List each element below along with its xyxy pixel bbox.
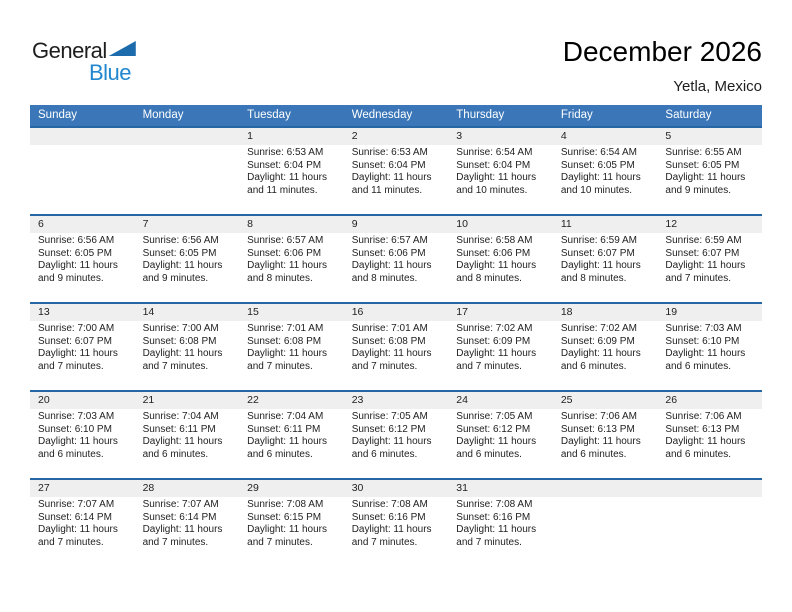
sunset-text: Sunset: 6:10 PM: [38, 423, 112, 435]
week-row: [30, 126, 762, 214]
sunrise-text: Sunrise: 6:54 AM: [456, 147, 533, 158]
sunrise-text: Sunrise: 7:08 AM: [456, 499, 533, 510]
day-number: 27: [30, 480, 135, 497]
sunset-text: Sunset: 6:04 PM: [351, 159, 426, 171]
day-number: 3: [448, 128, 553, 145]
sunset-text: Sunset: 6:05 PM: [560, 159, 635, 171]
sunset-text: Sunset: 6:09 PM: [560, 335, 635, 347]
day-details: [657, 233, 762, 285]
sunset-text: Sunset: 6:08 PM: [142, 335, 217, 347]
day-cell: [657, 392, 762, 478]
day-details: [448, 409, 553, 461]
sunrise-text: Sunrise: 7:08 AM: [351, 499, 428, 510]
day-cell: [135, 216, 240, 302]
empty-day-cell: [553, 480, 658, 566]
day-number: 15: [239, 304, 344, 321]
sunset-text: Sunset: 6:11 PM: [142, 423, 216, 435]
sunrise-text: Sunrise: 7:03 AM: [38, 411, 115, 422]
sunrise-text: Sunrise: 7:00 AM: [38, 323, 115, 334]
logo-text-general: General: [32, 38, 107, 63]
daylight-text: Daylight: 11 hours and 7 minutes.: [665, 260, 746, 284]
sunrise-text: Sunrise: 6:56 AM: [38, 235, 115, 246]
day-cell: [30, 216, 135, 302]
day-cell: [30, 304, 135, 390]
day-details: [30, 497, 135, 549]
weekday-header: Thursday: [456, 109, 505, 121]
day-number: 4: [553, 128, 658, 145]
sunset-text: Sunset: 6:04 PM: [247, 159, 322, 171]
day-cell: [239, 480, 344, 566]
weekday-header: Wednesday: [351, 109, 413, 121]
sunrise-text: Sunrise: 6:59 AM: [665, 235, 742, 246]
daylight-text: Daylight: 11 hours and 7 minutes.: [38, 348, 118, 372]
day-number: 17: [448, 304, 553, 321]
daylight-text: Daylight: 11 hours and 6 minutes.: [351, 436, 432, 460]
day-number: 20: [30, 392, 135, 409]
logo-triangle-icon: [109, 41, 136, 56]
day-cell: [553, 392, 658, 478]
daylight-text: Daylight: 11 hours and 7 minutes.: [142, 348, 223, 372]
daylight-text: Daylight: 11 hours and 8 minutes.: [560, 260, 641, 284]
day-details: [344, 497, 449, 549]
sunrise-text: Sunrise: 7:08 AM: [247, 499, 324, 510]
day-details: [448, 233, 553, 285]
day-cell: [657, 128, 762, 214]
day-details: [344, 233, 449, 285]
day-details: [30, 409, 135, 461]
sunrise-text: Sunrise: 6:53 AM: [351, 147, 428, 158]
day-cell: [135, 392, 240, 478]
sunset-text: Sunset: 6:06 PM: [247, 247, 322, 259]
sunrise-text: Sunrise: 6:57 AM: [351, 235, 428, 246]
sunset-text: Sunset: 6:07 PM: [560, 247, 635, 259]
day-details: [135, 321, 240, 373]
daylight-text: Daylight: 11 hours and 7 minutes.: [142, 524, 223, 548]
empty-day-cell: [30, 128, 135, 214]
sunrise-text: Sunrise: 7:03 AM: [665, 323, 742, 334]
sunset-text: Sunset: 6:06 PM: [456, 247, 531, 259]
day-number: 24: [448, 392, 553, 409]
day-details: [448, 497, 553, 549]
sunrise-text: Sunrise: 7:04 AM: [142, 411, 219, 422]
weekday-header: Sunday: [38, 109, 78, 121]
sunrise-text: Sunrise: 6:57 AM: [247, 235, 324, 246]
daylight-text: Daylight: 11 hours and 10 minutes.: [456, 172, 537, 196]
day-details: [553, 497, 658, 499]
day-cell: [448, 480, 553, 566]
daylight-text: Daylight: 11 hours and 7 minutes.: [38, 524, 118, 548]
week-row: [30, 478, 762, 566]
day-details: [553, 145, 658, 197]
day-details: [553, 233, 658, 285]
logo-text-blue: Blue: [89, 60, 132, 85]
day-details: [30, 321, 135, 373]
day-details: [135, 409, 240, 461]
day-number: 16: [344, 304, 449, 321]
day-number: 25: [553, 392, 658, 409]
day-cell: [30, 480, 135, 566]
day-cell: [135, 480, 240, 566]
sunset-text: Sunset: 6:05 PM: [142, 247, 217, 259]
daylight-text: Daylight: 11 hours and 7 minutes.: [351, 348, 432, 372]
sunset-text: Sunset: 6:14 PM: [142, 511, 217, 523]
day-details: [657, 321, 762, 373]
daylight-text: Daylight: 11 hours and 9 minutes.: [38, 260, 118, 284]
weekday-header: Monday: [142, 109, 184, 121]
sunset-text: Sunset: 6:05 PM: [38, 247, 112, 259]
sunrise-text: Sunrise: 7:06 AM: [560, 411, 637, 422]
daylight-text: Daylight: 11 hours and 6 minutes.: [247, 436, 327, 460]
daylight-text: Daylight: 11 hours and 7 minutes.: [351, 524, 432, 548]
day-cell: [553, 304, 658, 390]
day-cell: [657, 216, 762, 302]
day-details: [553, 321, 658, 373]
daylight-text: Daylight: 11 hours and 7 minutes.: [456, 524, 537, 548]
location-subtitle: Yetla, Mexico: [673, 78, 762, 95]
day-number: 30: [344, 480, 449, 497]
day-number: [135, 128, 240, 145]
daylight-text: Daylight: 11 hours and 6 minutes.: [665, 348, 746, 372]
day-number: 22: [239, 392, 344, 409]
sunset-text: Sunset: 6:13 PM: [665, 423, 740, 435]
day-cell: [344, 304, 449, 390]
daylight-text: Daylight: 11 hours and 6 minutes.: [560, 436, 641, 460]
day-details: [448, 145, 553, 197]
sunset-text: Sunset: 6:13 PM: [560, 423, 635, 435]
sunrise-text: Sunrise: 7:02 AM: [456, 323, 533, 334]
day-number: 28: [135, 480, 240, 497]
day-details: [239, 497, 344, 549]
sunrise-text: Sunrise: 7:05 AM: [351, 411, 428, 422]
daylight-text: Daylight: 11 hours and 9 minutes.: [142, 260, 223, 284]
day-cell: [135, 304, 240, 390]
day-number: 14: [135, 304, 240, 321]
sunset-text: Sunset: 6:08 PM: [351, 335, 426, 347]
day-cell: [448, 392, 553, 478]
day-details: [239, 233, 344, 285]
sunrise-text: Sunrise: 6:53 AM: [247, 147, 324, 158]
sunrise-text: Sunrise: 7:01 AM: [247, 323, 324, 334]
day-details: [553, 409, 658, 461]
sunrise-text: Sunrise: 7:00 AM: [142, 323, 219, 334]
daylight-text: Daylight: 11 hours and 6 minutes.: [142, 436, 223, 460]
daylight-text: Daylight: 11 hours and 7 minutes.: [456, 348, 537, 372]
sunset-text: Sunset: 6:15 PM: [247, 511, 322, 523]
day-details: [30, 145, 135, 147]
daylight-text: Daylight: 11 hours and 6 minutes.: [38, 436, 118, 460]
weekday-header: Saturday: [665, 109, 712, 121]
day-details: [239, 409, 344, 461]
day-cell: [239, 392, 344, 478]
day-number: [30, 128, 135, 145]
sunrise-text: Sunrise: 6:54 AM: [560, 147, 637, 158]
sunset-text: Sunset: 6:07 PM: [665, 247, 740, 259]
calendar-weeks: [30, 126, 762, 566]
day-number: [657, 480, 762, 497]
sunset-text: Sunset: 6:12 PM: [351, 423, 426, 435]
daylight-text: Daylight: 11 hours and 8 minutes.: [351, 260, 432, 284]
sunrise-text: Sunrise: 7:01 AM: [351, 323, 428, 334]
daylight-text: Daylight: 11 hours and 11 minutes.: [247, 172, 327, 196]
day-details: [135, 233, 240, 285]
day-number: 29: [239, 480, 344, 497]
day-number: 2: [344, 128, 449, 145]
day-cell: [448, 128, 553, 214]
day-number: [553, 480, 658, 497]
day-details: [448, 321, 553, 373]
day-details: [657, 409, 762, 461]
day-number: 6: [30, 216, 135, 233]
day-cell: [239, 216, 344, 302]
sunset-text: Sunset: 6:14 PM: [38, 511, 112, 523]
day-number: 18: [553, 304, 658, 321]
week-row: [30, 302, 762, 390]
day-cell: [448, 304, 553, 390]
empty-day-cell: [657, 480, 762, 566]
day-number: 1: [239, 128, 344, 145]
day-number: 7: [135, 216, 240, 233]
sunset-text: Sunset: 6:12 PM: [456, 423, 531, 435]
daylight-text: Daylight: 11 hours and 9 minutes.: [665, 172, 746, 196]
day-number: 31: [448, 480, 553, 497]
sunrise-text: Sunrise: 7:07 AM: [142, 499, 219, 510]
day-number: 9: [344, 216, 449, 233]
day-details: [239, 145, 344, 197]
daylight-text: Daylight: 11 hours and 10 minutes.: [560, 172, 641, 196]
sunset-text: Sunset: 6:11 PM: [247, 423, 321, 435]
day-details: [344, 321, 449, 373]
day-details: [135, 497, 240, 549]
day-number: 13: [30, 304, 135, 321]
day-details: [30, 233, 135, 285]
day-cell: [344, 480, 449, 566]
day-number: 23: [344, 392, 449, 409]
week-row: [30, 214, 762, 302]
weekday-header: Tuesday: [247, 109, 291, 121]
day-number: 8: [239, 216, 344, 233]
sunset-text: Sunset: 6:16 PM: [351, 511, 426, 523]
sunrise-text: Sunrise: 7:04 AM: [247, 411, 324, 422]
day-number: 26: [657, 392, 762, 409]
sunrise-text: Sunrise: 7:02 AM: [560, 323, 637, 334]
sunrise-text: Sunrise: 6:55 AM: [665, 147, 742, 158]
page-title: December 2026: [562, 36, 762, 67]
sunset-text: Sunset: 6:06 PM: [351, 247, 426, 259]
day-number: 11: [553, 216, 658, 233]
daylight-text: Daylight: 11 hours and 6 minutes.: [560, 348, 641, 372]
sunset-text: Sunset: 6:05 PM: [665, 159, 740, 171]
day-cell: [344, 392, 449, 478]
week-row: [30, 390, 762, 478]
day-number: 19: [657, 304, 762, 321]
day-cell: [344, 128, 449, 214]
day-details: [239, 321, 344, 373]
sunset-text: Sunset: 6:07 PM: [38, 335, 112, 347]
sunrise-text: Sunrise: 6:59 AM: [560, 235, 637, 246]
sunset-text: Sunset: 6:09 PM: [456, 335, 531, 347]
day-cell: [448, 216, 553, 302]
sunset-text: Sunset: 6:16 PM: [456, 511, 531, 523]
sunset-text: Sunset: 6:10 PM: [665, 335, 740, 347]
weekday-header-row: [30, 105, 762, 126]
day-details: [657, 145, 762, 197]
day-details: [344, 145, 449, 197]
general-blue-logo: [32, 38, 162, 90]
sunrise-text: Sunrise: 7:07 AM: [38, 499, 115, 510]
day-cell: [657, 304, 762, 390]
daylight-text: Daylight: 11 hours and 8 minutes.: [247, 260, 327, 284]
day-details: [135, 145, 240, 147]
day-number: 12: [657, 216, 762, 233]
day-cell: [344, 216, 449, 302]
daylight-text: Daylight: 11 hours and 11 minutes.: [351, 172, 432, 196]
day-details: [344, 409, 449, 461]
day-number: 10: [448, 216, 553, 233]
day-details: [657, 497, 762, 499]
daylight-text: Daylight: 11 hours and 6 minutes.: [456, 436, 537, 460]
daylight-text: Daylight: 11 hours and 7 minutes.: [247, 524, 327, 548]
day-cell: [239, 304, 344, 390]
daylight-text: Daylight: 11 hours and 6 minutes.: [665, 436, 746, 460]
day-cell: [553, 128, 658, 214]
sunrise-text: Sunrise: 6:58 AM: [456, 235, 533, 246]
day-cell: [30, 392, 135, 478]
day-cell: [239, 128, 344, 214]
day-number: 5: [657, 128, 762, 145]
sunrise-text: Sunrise: 7:06 AM: [665, 411, 742, 422]
day-cell: [553, 216, 658, 302]
sunset-text: Sunset: 6:04 PM: [456, 159, 531, 171]
weekday-header: Friday: [560, 109, 593, 121]
calendar-table: [30, 105, 762, 566]
daylight-text: Daylight: 11 hours and 7 minutes.: [247, 348, 327, 372]
sunset-text: Sunset: 6:08 PM: [247, 335, 322, 347]
sunrise-text: Sunrise: 6:56 AM: [142, 235, 219, 246]
empty-day-cell: [135, 128, 240, 214]
day-number: 21: [135, 392, 240, 409]
daylight-text: Daylight: 11 hours and 8 minutes.: [456, 260, 537, 284]
sunrise-text: Sunrise: 7:05 AM: [456, 411, 533, 422]
